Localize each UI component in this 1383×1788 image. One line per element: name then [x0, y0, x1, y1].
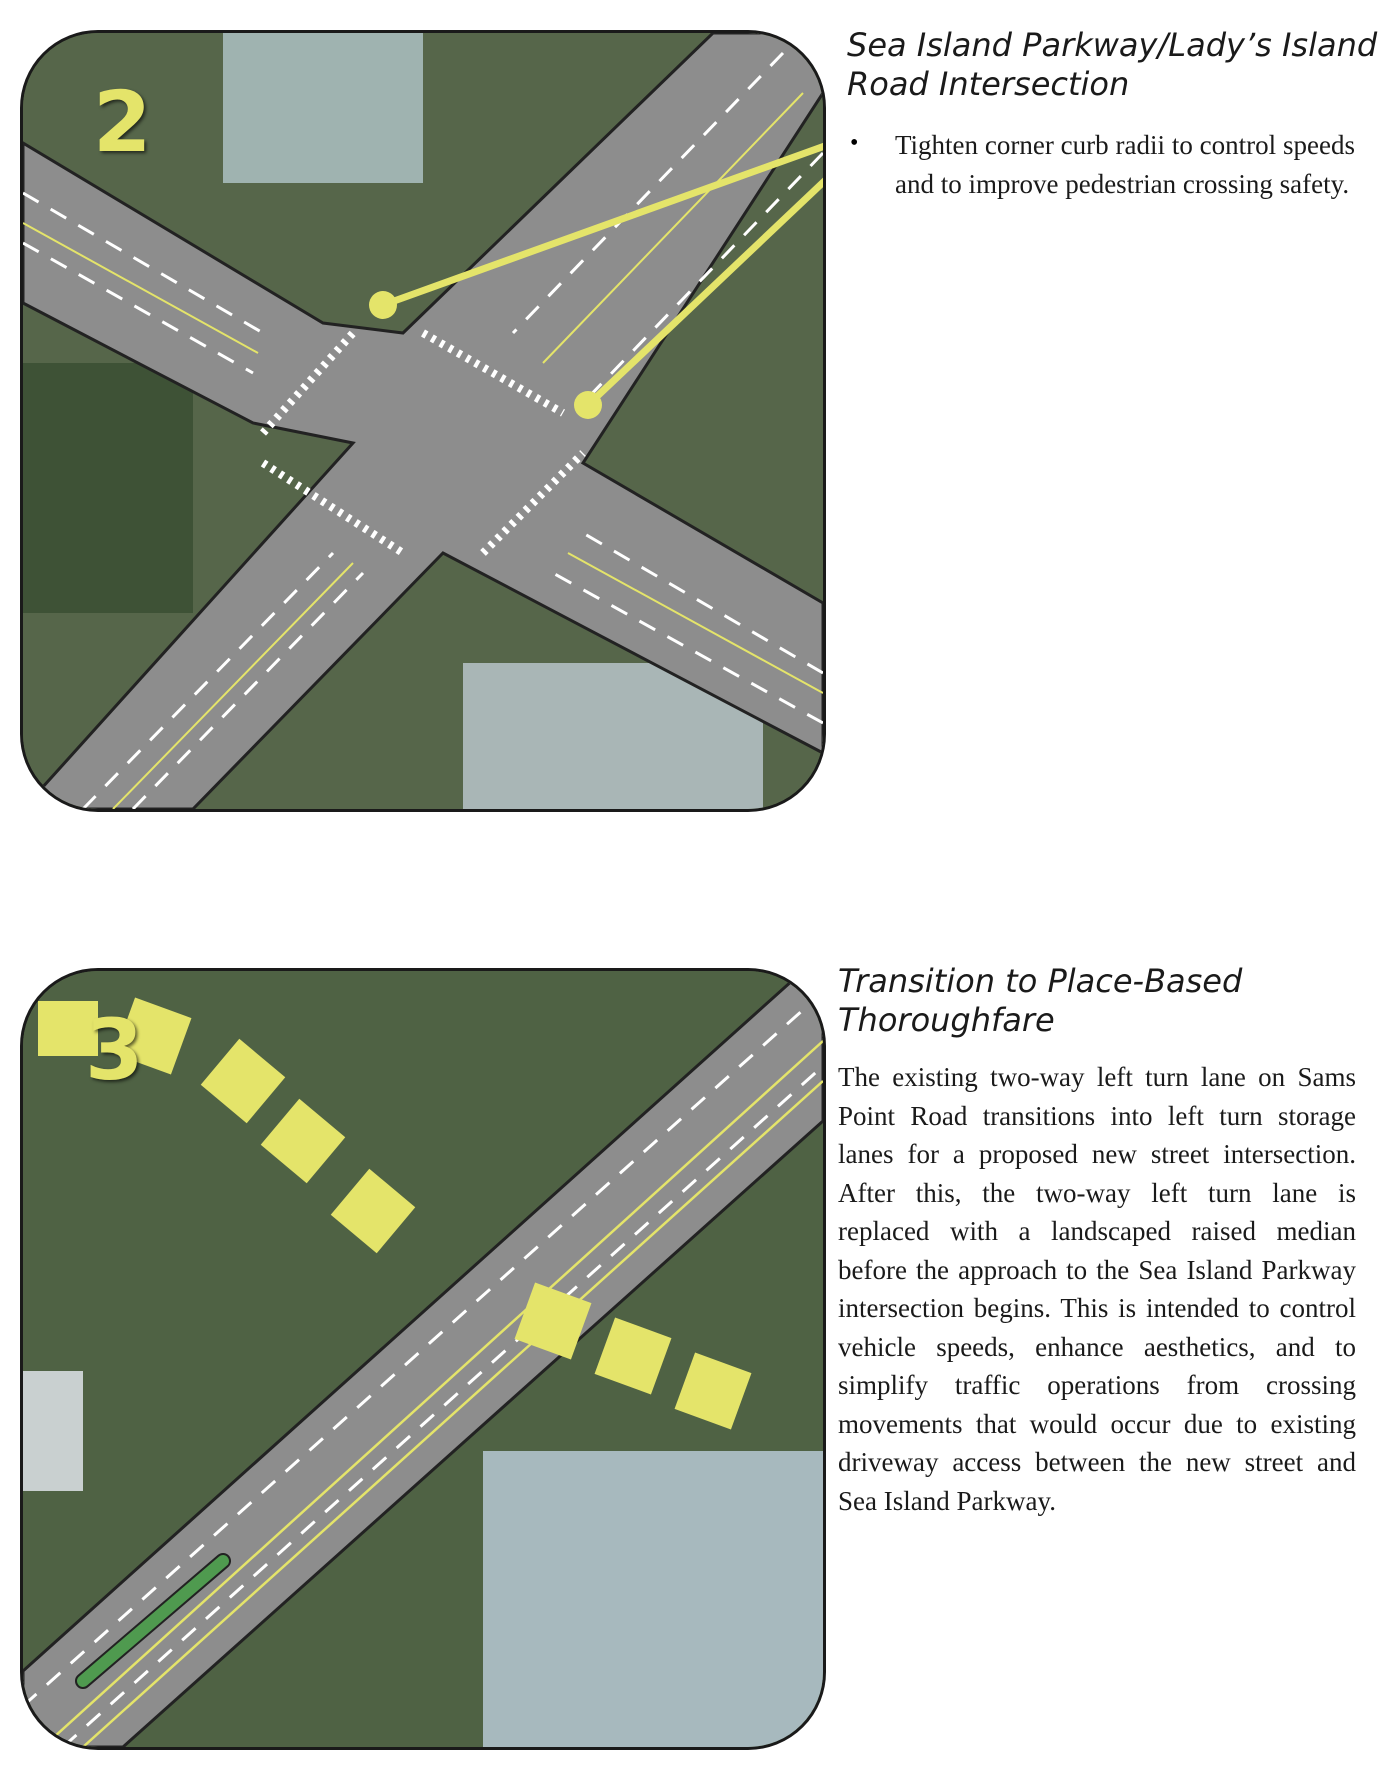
section-number: 2: [93, 73, 152, 171]
title-line: Road Intersection: [847, 65, 1130, 103]
title-line: Thoroughfare: [838, 1001, 1055, 1039]
section-2-title: [847, 26, 1377, 104]
corridor-aerial-map: [20, 968, 826, 1750]
callout-dot: [369, 291, 397, 319]
section-3-body: The existing two-way left turn lane on Sams Point Road transitions into left turn storage lanes for a proposed new street intersection. After this, the two-way left turn lane is replaced with a landscaped raised median before the approach to the Sea Island Parkway intersection begins. This is intended to control vehicle speeds, enhance aesthetics, and to simplify traffic operations from crossing movements that would occur due to existing driveway access between the new street and Sea Island Parkway.: [838, 1062, 1356, 1516]
title-line: Sea Island Parkway/Lady’s Island: [847, 26, 1378, 64]
section-3-title: [838, 962, 1242, 1040]
bullet-icon: •: [850, 130, 859, 156]
bullet-text: Tighten corner curb radii to control speeds and to improve pedestrian crossing safety.: [895, 130, 1355, 199]
section-number: 3: [85, 1001, 144, 1099]
title-line: Transition to Place-Based: [838, 962, 1243, 1000]
building: [223, 33, 423, 183]
building: [483, 1451, 823, 1747]
intersection-aerial-map: [20, 30, 826, 812]
callout-dot: [574, 391, 602, 419]
